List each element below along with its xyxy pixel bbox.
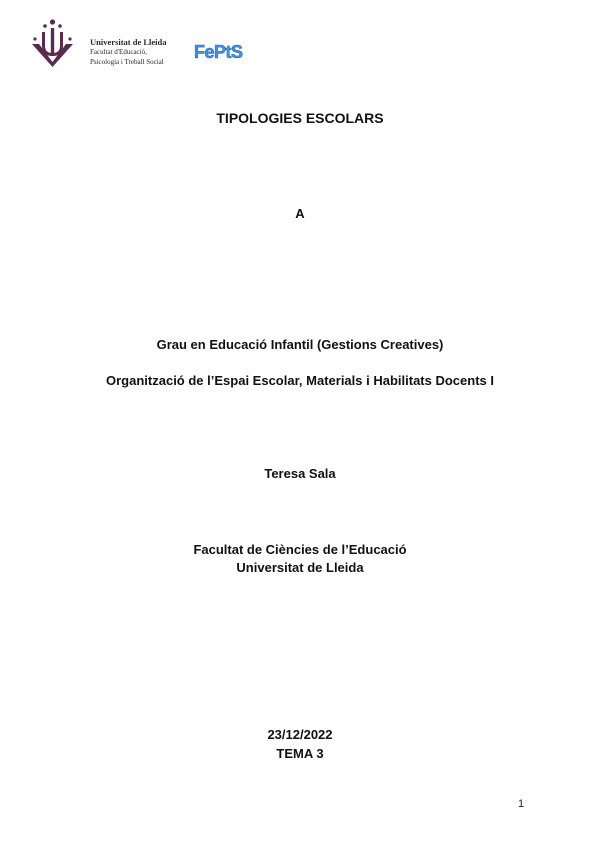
fepts-logo-icon — [192, 38, 248, 64]
faculty-line-2: Psicologia i Treball Social — [90, 58, 164, 66]
udl-logo-icon — [30, 18, 75, 68]
subject-name: Organització de l’Espai Escolar, Materials i Habilitats Docents I — [106, 373, 494, 388]
university-name: Universitat de Lleida — [90, 37, 167, 47]
faculty-name: Facultat de Ciències de l’Educació — [193, 542, 407, 557]
document-date: 23/12/2022 — [267, 727, 333, 742]
faculty-line-1: Facultat d'Educació, — [90, 48, 147, 56]
degree-name: Grau en Educació Infantil (Gestions Creatives) — [156, 337, 444, 352]
page-number: 1 — [518, 798, 525, 810]
document-title: TIPOLOGIES ESCOLARS — [216, 110, 384, 126]
university-name-cover: Universitat de Lleida — [236, 560, 364, 575]
topic-label: TEMA 3 — [276, 746, 324, 761]
group-letter: A — [295, 206, 305, 221]
author-name: Teresa Sala — [264, 466, 336, 481]
svg-text:FePtS: FePtS — [194, 42, 243, 62]
udl-logo-text — [90, 37, 167, 67]
